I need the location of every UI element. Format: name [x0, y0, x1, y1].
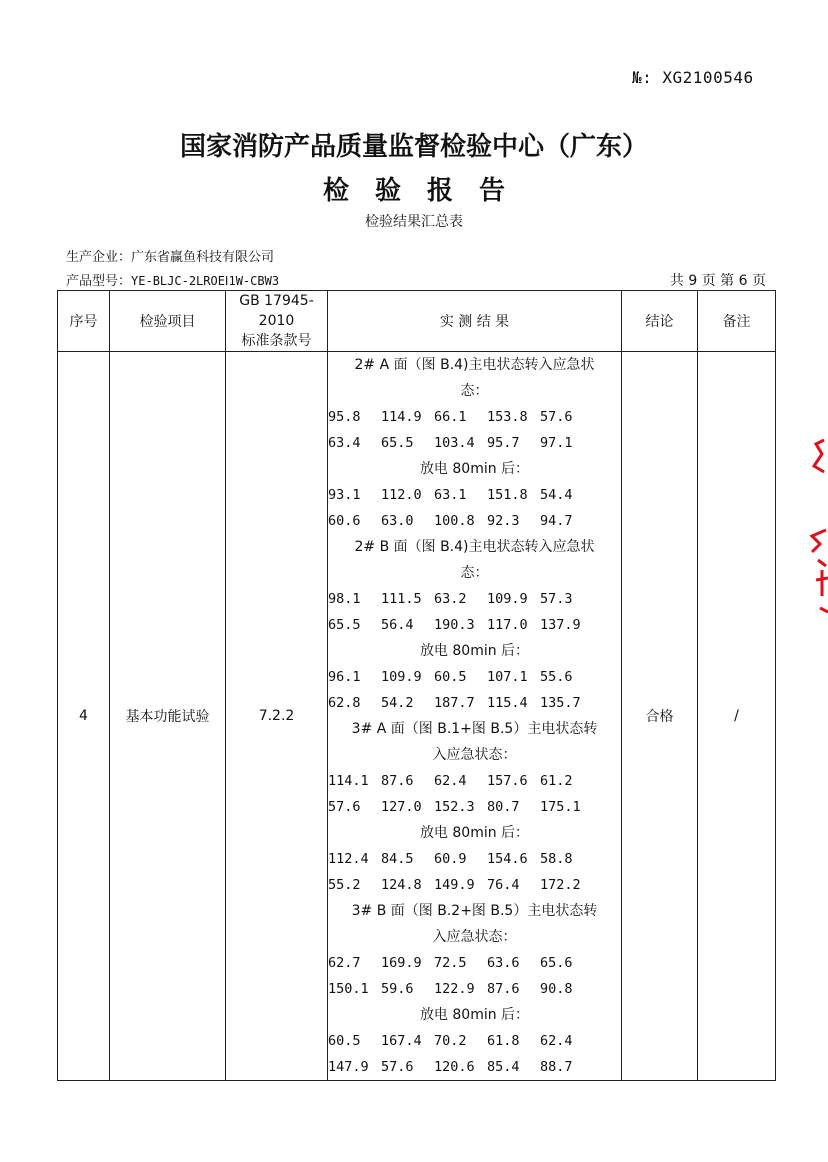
header-clause-label: 标准条款号 [241, 333, 312, 349]
result-value: 60.9 [434, 851, 467, 867]
result-value: 59.6 [381, 981, 414, 997]
result-text-line: 入应急状态： [432, 747, 517, 763]
result-values-line [328, 508, 621, 534]
result-value: 84.5 [381, 851, 414, 867]
result-value: 62.4 [540, 1033, 573, 1049]
result-value: 54.2 [381, 695, 414, 711]
report-subtitle: 检验结果汇总表 [365, 214, 463, 230]
result-value: 57.6 [381, 1059, 414, 1075]
result-text-line: 2# A 面（图 B.4)主电状态转入应急状 [354, 357, 595, 373]
result-value: 107.1 [487, 669, 528, 685]
model-label: 产品型号： [66, 274, 132, 289]
cell-remark: / [698, 352, 776, 1081]
result-text-line: 入应急状态： [432, 929, 517, 945]
result-value: 117.0 [487, 617, 528, 633]
result-value: 65.5 [381, 435, 414, 451]
result-value: 122.9 [434, 981, 475, 997]
cell-results [328, 352, 622, 1081]
model-value: YE-BLJC-2LROEⅠ1W-CBW3 [131, 274, 280, 288]
result-values-line [328, 1054, 621, 1080]
result-values-line [328, 430, 621, 456]
result-text-line: 3# A 面（图 B.1+图 B.5）主电状态转 [351, 721, 598, 737]
result-value: 95.7 [487, 435, 520, 451]
header-standard-clause [226, 291, 328, 352]
results-lines [328, 352, 621, 1080]
result-value: 190.3 [434, 617, 475, 633]
report-title: 检验报告 [322, 176, 531, 206]
result-text-line: 态： [460, 383, 489, 399]
result-values-line [328, 950, 621, 976]
result-value: 154.6 [487, 851, 528, 867]
table-row [58, 352, 776, 1081]
header-result: 实 测 结 果 [328, 291, 622, 352]
result-value: 54.4 [540, 487, 573, 503]
result-value: 62.4 [434, 773, 467, 789]
result-value: 149.9 [434, 877, 475, 893]
header-standard-code: GB 17945-2010 [239, 293, 314, 329]
result-value: 65.6 [540, 955, 573, 971]
result-value: 87.6 [487, 981, 520, 997]
result-value: 127.0 [381, 799, 422, 815]
result-value: 57.6 [540, 409, 573, 425]
result-values-line [328, 664, 621, 690]
cell-item: 基本功能试验 [110, 352, 226, 1081]
table-header-row [58, 291, 776, 352]
result-value: 137.9 [540, 617, 581, 633]
header-item: 检验项目 [110, 291, 226, 352]
result-value: 112.4 [328, 851, 369, 867]
result-value: 63.6 [487, 955, 520, 971]
result-value: 56.4 [381, 617, 414, 633]
result-text-line: 放电 80min 后： [419, 825, 530, 841]
result-value: 172.2 [540, 877, 581, 893]
result-values-line [328, 586, 621, 612]
result-value: 187.7 [434, 695, 475, 711]
result-value: 55.2 [328, 877, 361, 893]
result-value: 63.0 [381, 513, 414, 529]
result-values-line [328, 846, 621, 872]
result-value: 93.1 [328, 487, 361, 503]
cell-conclusion: 合格 [622, 352, 698, 1081]
result-value: 88.7 [540, 1059, 573, 1075]
result-value: 66.1 [434, 409, 467, 425]
result-value: 85.4 [487, 1059, 520, 1075]
result-value: 153.8 [487, 409, 528, 425]
result-value: 112.0 [381, 487, 422, 503]
result-value: 60.5 [328, 1033, 361, 1049]
result-text-line: 2# B 面（图 B.4)主电状态转入应急状 [354, 539, 595, 555]
result-value: 96.1 [328, 669, 361, 685]
result-value: 175.1 [540, 799, 581, 815]
report-number: №: XG2100546 [632, 68, 754, 87]
manufacturer-line [66, 246, 274, 265]
result-value: 57.3 [540, 591, 573, 607]
result-value: 92.3 [487, 513, 520, 529]
result-value: 109.9 [381, 669, 422, 685]
header-seq: 序号 [58, 291, 110, 352]
result-values-line [328, 768, 621, 794]
result-values-line [328, 794, 621, 820]
result-value: 62.7 [328, 955, 361, 971]
result-value: 97.1 [540, 435, 573, 451]
result-value: 120.6 [434, 1059, 475, 1075]
result-values-line [328, 872, 621, 898]
result-value: 61.2 [540, 773, 573, 789]
cell-seq: 4 [58, 352, 110, 1081]
result-value: 60.5 [434, 669, 467, 685]
result-value: 135.7 [540, 695, 581, 711]
result-value: 98.1 [328, 591, 361, 607]
result-text-line: 放电 80min 后： [419, 1007, 530, 1023]
result-value: 169.9 [381, 955, 422, 971]
result-value: 109.9 [487, 591, 528, 607]
result-value: 58.8 [540, 851, 573, 867]
page-info: 共 9 页 第 6 页 [669, 273, 766, 289]
result-values-line [328, 404, 621, 430]
result-value: 80.7 [487, 799, 520, 815]
result-value: 94.7 [540, 513, 573, 529]
manufacturer-value: 广东省赢鱼科技有限公司 [131, 250, 275, 265]
result-text-line: 3# B 面（图 B.2+图 B.5）主电状态转 [351, 903, 598, 919]
result-value: 114.1 [328, 773, 369, 789]
header-conclusion: 结论 [622, 291, 698, 352]
result-value: 111.5 [381, 591, 422, 607]
result-text-line: 态： [460, 565, 489, 581]
result-value: 115.4 [487, 695, 528, 711]
result-values-line [328, 690, 621, 716]
result-value: 60.6 [328, 513, 361, 529]
result-value: 100.8 [434, 513, 475, 529]
result-values-line [328, 1028, 621, 1054]
result-value: 103.4 [434, 435, 475, 451]
result-values-line [328, 482, 621, 508]
result-value: 114.9 [381, 409, 422, 425]
result-value: 72.5 [434, 955, 467, 971]
result-value: 63.1 [434, 487, 467, 503]
result-value: 152.3 [434, 799, 475, 815]
result-value: 167.4 [381, 1033, 422, 1049]
result-value: 63.4 [328, 435, 361, 451]
result-text-line: 放电 80min 后： [419, 461, 530, 477]
result-values-line [328, 976, 621, 1002]
manufacturer-label: 生产企业： [66, 250, 132, 265]
result-value: 147.9 [328, 1059, 369, 1075]
result-value: 150.1 [328, 981, 369, 997]
organization-title: 国家消防产品质量监督检验中心（广东） [179, 132, 648, 162]
result-value: 62.8 [328, 695, 361, 711]
result-value: 90.8 [540, 981, 573, 997]
result-value: 157.6 [487, 773, 528, 789]
model-line [66, 270, 279, 289]
result-value: 151.8 [487, 487, 528, 503]
result-value: 57.6 [328, 799, 361, 815]
result-value: 61.8 [487, 1033, 520, 1049]
result-value: 55.6 [540, 669, 573, 685]
result-value: 95.8 [328, 409, 361, 425]
result-value: 76.4 [487, 877, 520, 893]
result-value: 63.2 [434, 591, 467, 607]
result-value: 65.5 [328, 617, 361, 633]
results-table [57, 290, 776, 1081]
result-values-line [328, 612, 621, 638]
result-value: 70.2 [434, 1033, 467, 1049]
result-text-line: 放电 80min 后： [419, 643, 530, 659]
result-value: 87.6 [381, 773, 414, 789]
header-remark: 备注 [698, 291, 776, 352]
result-value: 124.8 [381, 877, 422, 893]
cell-clause: 7.2.2 [226, 352, 328, 1081]
red-seal-stamp-fragment [806, 420, 828, 620]
